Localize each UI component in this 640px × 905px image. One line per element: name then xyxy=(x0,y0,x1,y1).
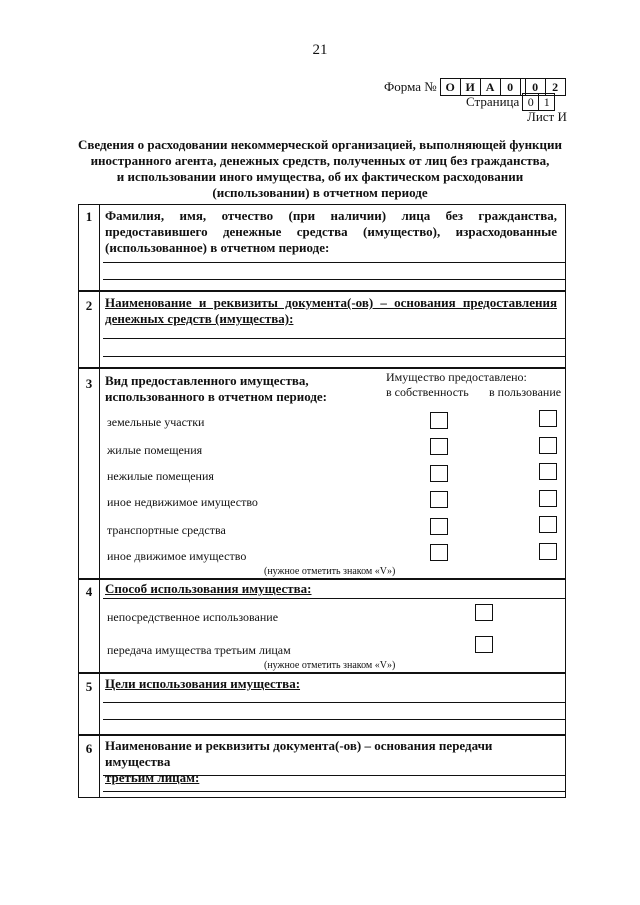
section-divider xyxy=(79,578,565,580)
section-6-heading xyxy=(105,738,557,786)
answer-line[interactable] xyxy=(103,775,565,776)
usage-method-label: непосредственное использование xyxy=(107,610,279,624)
form-code-cell: А xyxy=(481,79,501,95)
use-checkbox[interactable] xyxy=(539,543,557,560)
mark-hint: (нужное отметить знаком «V») xyxy=(264,566,396,577)
page-number: 21 xyxy=(312,42,328,58)
section-4-number: 4 xyxy=(85,584,93,599)
column-own-label: в собственность xyxy=(386,385,469,399)
section-5-heading: Цели использования имущества: xyxy=(105,676,301,691)
answer-line[interactable] xyxy=(103,338,565,339)
document-title xyxy=(70,137,570,201)
own-checkbox[interactable] xyxy=(430,438,448,455)
usage-method-checkbox[interactable] xyxy=(475,604,493,621)
number-column-divider xyxy=(99,205,100,797)
use-checkbox[interactable] xyxy=(539,490,557,507)
form-code-cell: О xyxy=(441,79,461,95)
form-label: Форма № xyxy=(384,79,437,94)
answer-line[interactable] xyxy=(103,791,565,792)
property-type-label: жилые помещения xyxy=(107,443,203,457)
use-checkbox[interactable] xyxy=(539,516,557,533)
section-4-heading-rule xyxy=(103,598,565,599)
section-divider xyxy=(79,290,565,292)
section-4-heading: Способ использования имущества: xyxy=(105,581,312,596)
usage-method-label: передача имущества третьим лицам xyxy=(107,643,291,657)
section-divider xyxy=(79,367,565,369)
own-checkbox[interactable] xyxy=(430,518,448,535)
title-line: Сведения о расходовании некоммерческой организацией, выполняющей функции xyxy=(77,137,563,152)
property-type-label: нежилые помещения xyxy=(107,469,214,483)
form-code-cell: И xyxy=(461,79,481,95)
title-line: (использовании) в отчетном периоде xyxy=(212,185,428,200)
answer-line[interactable] xyxy=(103,262,565,263)
form-code-cell: 2 xyxy=(552,80,559,94)
form-code-cell: 0 xyxy=(526,79,546,95)
section-2-number: 2 xyxy=(85,298,93,313)
usage-method-checkbox[interactable] xyxy=(475,636,493,653)
form-code-cell: 0 xyxy=(501,79,521,95)
answer-line[interactable] xyxy=(103,702,565,703)
own-checkbox[interactable] xyxy=(430,412,448,429)
own-checkbox[interactable] xyxy=(430,491,448,508)
answer-line[interactable] xyxy=(103,279,565,280)
section-divider xyxy=(79,734,565,736)
column-use-label: в пользование xyxy=(489,385,562,399)
page-cell: 0 xyxy=(523,94,539,110)
use-checkbox[interactable] xyxy=(539,410,557,427)
section-3-heading-line: Вид предоставленного имущества, xyxy=(105,373,309,388)
section-divider xyxy=(79,672,565,674)
property-type-label: земельные участки xyxy=(107,415,205,429)
use-checkbox[interactable] xyxy=(539,463,557,480)
section-5-number: 5 xyxy=(85,679,93,694)
form-table xyxy=(78,204,566,798)
property-type-label: иное недвижимое имущество xyxy=(107,495,258,509)
section-3-heading xyxy=(105,373,345,405)
section-6-number: 6 xyxy=(85,741,93,756)
own-checkbox[interactable] xyxy=(430,465,448,482)
property-type-label: иное движимое имущество xyxy=(107,549,247,563)
section-3-heading-line: использованного в отчетном периоде: xyxy=(105,389,328,404)
title-line: и использовании иного имущества, об их фактическом расходовании xyxy=(116,169,524,184)
page-cell: 1 xyxy=(543,95,550,109)
answer-line[interactable] xyxy=(103,719,565,720)
page-label: Страница xyxy=(466,94,520,109)
mark-hint: (нужное отметить знаком «V») xyxy=(264,660,396,671)
property-provided-label: Имущество предоставлено: xyxy=(386,370,527,384)
answer-line[interactable] xyxy=(103,356,565,357)
property-type-label: транспортные средства xyxy=(107,523,226,537)
own-checkbox[interactable] xyxy=(430,544,448,561)
section-1-text: Фамилия, имя, отчество (при наличии) лица без гражданства, предоставившего денежные средства (имущество), израсходованные (использованное) в отчетном периоде: xyxy=(105,208,557,255)
section-3-number: 3 xyxy=(85,376,93,391)
section-6-heading-line: Наименование и реквизиты документа(-ов) – основания передачи имущества xyxy=(105,738,493,769)
use-checkbox[interactable] xyxy=(539,437,557,454)
section-1-number: 1 xyxy=(85,209,93,224)
section-2-text: Наименование и реквизиты документа(-ов) – основания предоставления денежных средств (имущества): xyxy=(105,295,557,326)
sheet-label: Лист И xyxy=(527,109,567,124)
section-6-heading-line: третьим лицам: xyxy=(105,770,200,785)
title-line: иностранного агента, денежных средств, полученных от лиц без гражданства, xyxy=(90,153,550,168)
